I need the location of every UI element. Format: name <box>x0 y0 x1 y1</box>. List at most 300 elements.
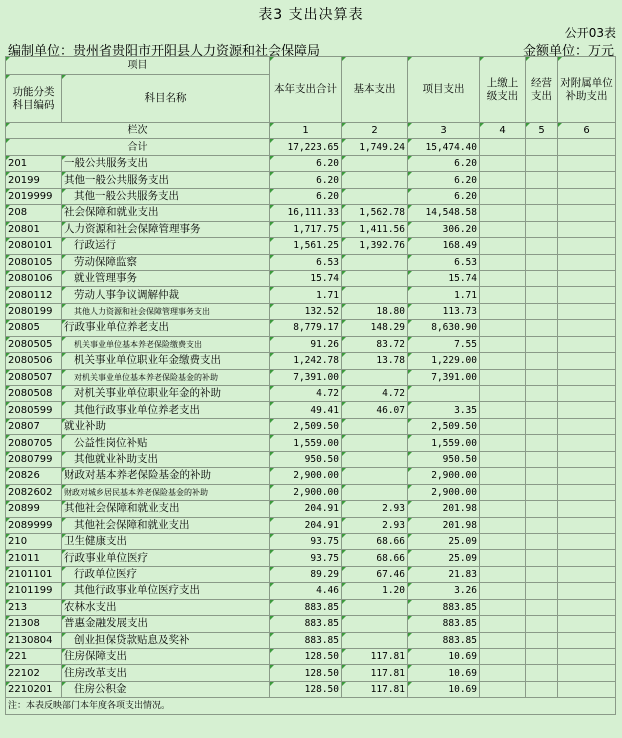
row-code: 2080101 <box>6 238 62 254</box>
row-code: 21308 <box>6 616 62 632</box>
row-project: 14,548.58 <box>408 205 480 221</box>
row-affiliate <box>558 303 616 319</box>
row-affiliate <box>558 681 616 697</box>
row-affiliate <box>558 550 616 566</box>
row-affiliate <box>558 533 616 549</box>
row-affiliate <box>558 451 616 467</box>
row-code: 201 <box>6 155 62 171</box>
row-business <box>526 435 558 451</box>
row-upper <box>480 221 526 237</box>
row-name: 卫生健康支出 <box>62 533 270 549</box>
row-upper <box>480 238 526 254</box>
row-code: 2080599 <box>6 402 62 418</box>
row-business <box>526 566 558 582</box>
row-project: 6.20 <box>408 172 480 188</box>
row-basic <box>342 616 408 632</box>
row-affiliate <box>558 155 616 171</box>
row-total: 1,717.75 <box>270 221 342 237</box>
table-row <box>6 418 616 434</box>
row-business <box>526 550 558 566</box>
sum-business <box>526 139 558 155</box>
row-affiliate <box>558 336 616 352</box>
row-basic <box>342 435 408 451</box>
row-project: 168.49 <box>408 238 480 254</box>
row-name: 其他社会保障和就业支出 <box>62 501 270 517</box>
row-business <box>526 320 558 336</box>
row-total: 204.91 <box>270 517 342 533</box>
row-upper <box>480 566 526 582</box>
row-code: 2130804 <box>6 632 62 648</box>
row-name: 财政对城乡居民基本养老保险基金的补助 <box>62 484 270 500</box>
row-business <box>526 501 558 517</box>
form-code: 公开03表 <box>564 26 616 40</box>
row-basic: 68.66 <box>342 533 408 549</box>
row-project: 25.09 <box>408 550 480 566</box>
row-name: 其他社会保障和就业支出 <box>62 517 270 533</box>
row-total: 883.85 <box>270 616 342 632</box>
row-basic: 2.93 <box>342 517 408 533</box>
table-row <box>6 616 616 632</box>
row-affiliate <box>558 221 616 237</box>
row-upper <box>480 451 526 467</box>
row-business <box>526 221 558 237</box>
row-business <box>526 418 558 434</box>
row-total: 1,242.78 <box>270 353 342 369</box>
row-basic <box>342 172 408 188</box>
row-name: 行政运行 <box>62 238 270 254</box>
row-upper <box>480 418 526 434</box>
row-name: 人力资源和社会保障管理事务 <box>62 221 270 237</box>
row-project: 201.98 <box>408 517 480 533</box>
row-name: 就业管理事务 <box>62 270 270 286</box>
row-upper <box>480 353 526 369</box>
row-name: 住房保障支出 <box>62 649 270 665</box>
row-code: 2080506 <box>6 353 62 369</box>
row-name: 农林水支出 <box>62 599 270 615</box>
row-code: 20199 <box>6 172 62 188</box>
header-total: 本年支出合计 <box>270 57 342 123</box>
row-total: 91.26 <box>270 336 342 352</box>
row-basic: 1,411.56 <box>342 221 408 237</box>
row-basic: 1,392.76 <box>342 238 408 254</box>
row-name: 其他人力资源和社会保障管理事务支出 <box>62 303 270 319</box>
row-business <box>526 172 558 188</box>
row-total: 6.53 <box>270 254 342 270</box>
table-row <box>6 681 616 697</box>
row-code: 2080705 <box>6 435 62 451</box>
row-affiliate <box>558 484 616 500</box>
row-project: 950.50 <box>408 451 480 467</box>
row-name: 劳动保障监察 <box>62 254 270 270</box>
table-row <box>6 451 616 467</box>
row-code: 2080799 <box>6 451 62 467</box>
row-total: 7,391.00 <box>270 369 342 385</box>
row-name: 财政对基本养老保险基金的补助 <box>62 468 270 484</box>
row-total: 128.50 <box>270 665 342 681</box>
row-total: 2,900.00 <box>270 468 342 484</box>
row-code: 2089999 <box>6 517 62 533</box>
row-total: 132.52 <box>270 303 342 319</box>
row-basic <box>342 270 408 286</box>
row-affiliate <box>558 238 616 254</box>
row-upper <box>480 254 526 270</box>
row-project: 10.69 <box>408 681 480 697</box>
table-row <box>6 155 616 171</box>
row-project: 883.85 <box>408 599 480 615</box>
table-row <box>6 287 616 303</box>
row-code: 2080105 <box>6 254 62 270</box>
row-business <box>526 484 558 500</box>
row-total: 49.41 <box>270 402 342 418</box>
row-business <box>526 665 558 681</box>
row-total: 6.20 <box>270 172 342 188</box>
row-affiliate <box>558 599 616 615</box>
row-affiliate <box>558 270 616 286</box>
sum-row <box>6 139 616 155</box>
row-upper <box>480 155 526 171</box>
row-total: 2,509.50 <box>270 418 342 434</box>
row-name: 行政事业单位养老支出 <box>62 320 270 336</box>
row-business <box>526 188 558 204</box>
row-project: 7,391.00 <box>408 369 480 385</box>
row-code: 20801 <box>6 221 62 237</box>
row-basic: 46.07 <box>342 402 408 418</box>
row-upper <box>480 320 526 336</box>
row-business <box>526 517 558 533</box>
row-code: 2080112 <box>6 287 62 303</box>
row-name: 行政事业单位医疗 <box>62 550 270 566</box>
row-project: 883.85 <box>408 632 480 648</box>
row-upper <box>480 402 526 418</box>
col-num: 4 <box>480 123 526 139</box>
row-code: 22102 <box>6 665 62 681</box>
row-project: 10.69 <box>408 649 480 665</box>
row-business <box>526 632 558 648</box>
row-upper <box>480 550 526 566</box>
row-affiliate <box>558 468 616 484</box>
row-name: 行政单位医疗 <box>62 566 270 582</box>
row-total: 2,900.00 <box>270 484 342 500</box>
report-title: 表3 支出决算表 <box>258 7 364 23</box>
row-project: 201.98 <box>408 501 480 517</box>
row-code: 2210201 <box>6 681 62 697</box>
note-row <box>6 698 616 714</box>
row-project: 6.53 <box>408 254 480 270</box>
row-upper <box>480 188 526 204</box>
row-project: 2,900.00 <box>408 484 480 500</box>
table-row <box>6 484 616 500</box>
row-code: 2101101 <box>6 566 62 582</box>
row-code: 2082602 <box>6 484 62 500</box>
row-project: 3.35 <box>408 402 480 418</box>
table-row <box>6 303 616 319</box>
column-number-row <box>6 123 616 139</box>
row-code: 208 <box>6 205 62 221</box>
row-upper <box>480 583 526 599</box>
row-project: 2,900.00 <box>408 468 480 484</box>
row-name: 其他一般公共服务支出 <box>62 188 270 204</box>
row-basic: 83.72 <box>342 336 408 352</box>
row-project: 7.55 <box>408 336 480 352</box>
row-upper <box>480 205 526 221</box>
row-total: 89.29 <box>270 566 342 582</box>
row-total: 128.50 <box>270 649 342 665</box>
row-affiliate <box>558 435 616 451</box>
table-row <box>6 336 616 352</box>
row-name: 劳动人事争议调解仲裁 <box>62 287 270 303</box>
row-basic <box>342 369 408 385</box>
row-business <box>526 353 558 369</box>
table-row <box>6 468 616 484</box>
row-upper <box>480 501 526 517</box>
row-basic <box>342 451 408 467</box>
row-basic <box>342 188 408 204</box>
row-upper <box>480 270 526 286</box>
row-code: 213 <box>6 599 62 615</box>
row-business <box>526 681 558 697</box>
header-name: 科目名称 <box>62 75 270 123</box>
row-name: 其他就业补助支出 <box>62 451 270 467</box>
row-business <box>526 616 558 632</box>
row-affiliate <box>558 566 616 582</box>
row-basic <box>342 155 408 171</box>
row-business <box>526 205 558 221</box>
table-row <box>6 599 616 615</box>
col-num: 1 <box>270 123 342 139</box>
row-affiliate <box>558 616 616 632</box>
table-row <box>6 221 616 237</box>
row-code: 2101199 <box>6 583 62 599</box>
row-business <box>526 155 558 171</box>
row-code: 20826 <box>6 468 62 484</box>
row-project: 21.83 <box>408 566 480 582</box>
row-upper <box>480 287 526 303</box>
row-affiliate <box>558 649 616 665</box>
row-affiliate <box>558 353 616 369</box>
row-business <box>526 386 558 402</box>
row-affiliate <box>558 320 616 336</box>
row-upper <box>480 303 526 319</box>
row-project: 2,509.50 <box>408 418 480 434</box>
row-basic <box>342 418 408 434</box>
row-business <box>526 254 558 270</box>
table-row <box>6 320 616 336</box>
row-basic: 13.78 <box>342 353 408 369</box>
row-project <box>408 386 480 402</box>
row-basic: 148.29 <box>342 320 408 336</box>
row-project: 3.26 <box>408 583 480 599</box>
table-row <box>6 566 616 582</box>
row-upper <box>480 517 526 533</box>
row-business <box>526 599 558 615</box>
row-name: 其他行政事业单位养老支出 <box>62 402 270 418</box>
row-name: 就业补助 <box>62 418 270 434</box>
money-unit: 金额单位：万元 <box>522 44 614 59</box>
row-business <box>526 451 558 467</box>
row-business <box>526 270 558 286</box>
row-name: 一般公共服务支出 <box>62 155 270 171</box>
row-code: 2080508 <box>6 386 62 402</box>
row-total: 8,779.17 <box>270 320 342 336</box>
header-business: 经营支出 <box>526 57 558 123</box>
row-project: 113.73 <box>408 303 480 319</box>
row-total: 128.50 <box>270 681 342 697</box>
row-affiliate <box>558 254 616 270</box>
col-num: 5 <box>526 123 558 139</box>
row-project: 15.74 <box>408 270 480 286</box>
sum-label: 合计 <box>6 139 270 155</box>
sum-total: 17,223.65 <box>270 139 342 155</box>
row-affiliate <box>558 172 616 188</box>
row-total: 16,111.33 <box>270 205 342 221</box>
row-business <box>526 649 558 665</box>
row-name: 其他一般公共服务支出 <box>62 172 270 188</box>
table-row <box>6 353 616 369</box>
table-row <box>6 386 616 402</box>
row-business <box>526 402 558 418</box>
header-code: 功能分类科目编码 <box>6 75 62 123</box>
row-total: 1,559.00 <box>270 435 342 451</box>
row-business <box>526 583 558 599</box>
header-affiliate: 对附属单位补助支出 <box>558 57 616 123</box>
row-name: 机关事业单位职业年金缴费支出 <box>62 353 270 369</box>
col-num: 6 <box>558 123 616 139</box>
row-upper <box>480 616 526 632</box>
row-basic: 67.46 <box>342 566 408 582</box>
table-row <box>6 665 616 681</box>
row-upper <box>480 599 526 615</box>
row-upper <box>480 435 526 451</box>
row-upper <box>480 468 526 484</box>
header-project: 项目支出 <box>408 57 480 123</box>
row-basic: 18.80 <box>342 303 408 319</box>
row-name: 社会保障和就业支出 <box>62 205 270 221</box>
row-code: 20805 <box>6 320 62 336</box>
table-row <box>6 238 616 254</box>
row-basic <box>342 632 408 648</box>
row-upper <box>480 386 526 402</box>
row-code: 210 <box>6 533 62 549</box>
row-basic: 117.81 <box>342 681 408 697</box>
row-total: 93.75 <box>270 550 342 566</box>
row-code: 21011 <box>6 550 62 566</box>
row-basic: 68.66 <box>342 550 408 566</box>
row-name: 对机关事业单位职业年金的补助 <box>62 386 270 402</box>
header-item: 项目 <box>6 57 270 75</box>
header-upper: 上缴上级支出 <box>480 57 526 123</box>
row-business <box>526 238 558 254</box>
row-affiliate <box>558 402 616 418</box>
row-affiliate <box>558 287 616 303</box>
row-upper <box>480 665 526 681</box>
row-name: 普惠金融发展支出 <box>62 616 270 632</box>
row-upper <box>480 369 526 385</box>
row-affiliate <box>558 583 616 599</box>
row-project: 6.20 <box>408 188 480 204</box>
row-affiliate <box>558 188 616 204</box>
sum-upper <box>480 139 526 155</box>
row-name: 住房公积金 <box>62 681 270 697</box>
row-basic: 117.81 <box>342 665 408 681</box>
row-total: 1,561.25 <box>270 238 342 254</box>
row-name: 其他行政事业单位医疗支出 <box>62 583 270 599</box>
row-upper <box>480 484 526 500</box>
row-business <box>526 336 558 352</box>
row-basic <box>342 484 408 500</box>
row-project: 1,229.00 <box>408 353 480 369</box>
row-basic: 1,562.78 <box>342 205 408 221</box>
row-basic: 1.20 <box>342 583 408 599</box>
row-upper <box>480 649 526 665</box>
row-upper <box>480 336 526 352</box>
row-affiliate <box>558 517 616 533</box>
row-name: 住房改革支出 <box>62 665 270 681</box>
table-row <box>6 254 616 270</box>
table-row <box>6 632 616 648</box>
row-affiliate <box>558 501 616 517</box>
row-code: 20807 <box>6 418 62 434</box>
table-note: 注：本表反映部门本年度各项支出情况。 <box>6 698 616 714</box>
row-name: 机关事业单位基本养老保险缴费支出 <box>62 336 270 352</box>
row-total: 4.46 <box>270 583 342 599</box>
table-row <box>6 435 616 451</box>
row-project: 8,630.90 <box>408 320 480 336</box>
col-num: 3 <box>408 123 480 139</box>
row-upper <box>480 632 526 648</box>
table-row <box>6 205 616 221</box>
row-affiliate <box>558 205 616 221</box>
row-code: 2080199 <box>6 303 62 319</box>
row-basic: 117.81 <box>342 649 408 665</box>
row-code: 2019999 <box>6 188 62 204</box>
row-business <box>526 303 558 319</box>
header-basic: 基本支出 <box>342 57 408 123</box>
row-total: 6.20 <box>270 155 342 171</box>
table-row <box>6 501 616 517</box>
row-upper <box>480 681 526 697</box>
table-row <box>6 649 616 665</box>
row-total: 15.74 <box>270 270 342 286</box>
table-row <box>6 369 616 385</box>
row-basic <box>342 254 408 270</box>
row-business <box>526 369 558 385</box>
row-name: 对机关事业单位基本养老保险基金的补助 <box>62 369 270 385</box>
row-total: 1.71 <box>270 287 342 303</box>
row-affiliate <box>558 665 616 681</box>
row-total: 93.75 <box>270 533 342 549</box>
row-affiliate <box>558 418 616 434</box>
row-total: 6.20 <box>270 188 342 204</box>
row-project: 883.85 <box>408 616 480 632</box>
col-num: 2 <box>342 123 408 139</box>
row-upper <box>480 533 526 549</box>
table-row <box>6 533 616 549</box>
row-business <box>526 533 558 549</box>
row-business <box>526 287 558 303</box>
table-row <box>6 402 616 418</box>
row-project: 10.69 <box>408 665 480 681</box>
row-affiliate <box>558 632 616 648</box>
row-basic <box>342 599 408 615</box>
row-code: 2080106 <box>6 270 62 286</box>
table-row <box>6 270 616 286</box>
row-total: 883.85 <box>270 632 342 648</box>
row-project: 6.20 <box>408 155 480 171</box>
row-project: 1.71 <box>408 287 480 303</box>
table-row <box>6 188 616 204</box>
table-row <box>6 583 616 599</box>
table-row <box>6 550 616 566</box>
